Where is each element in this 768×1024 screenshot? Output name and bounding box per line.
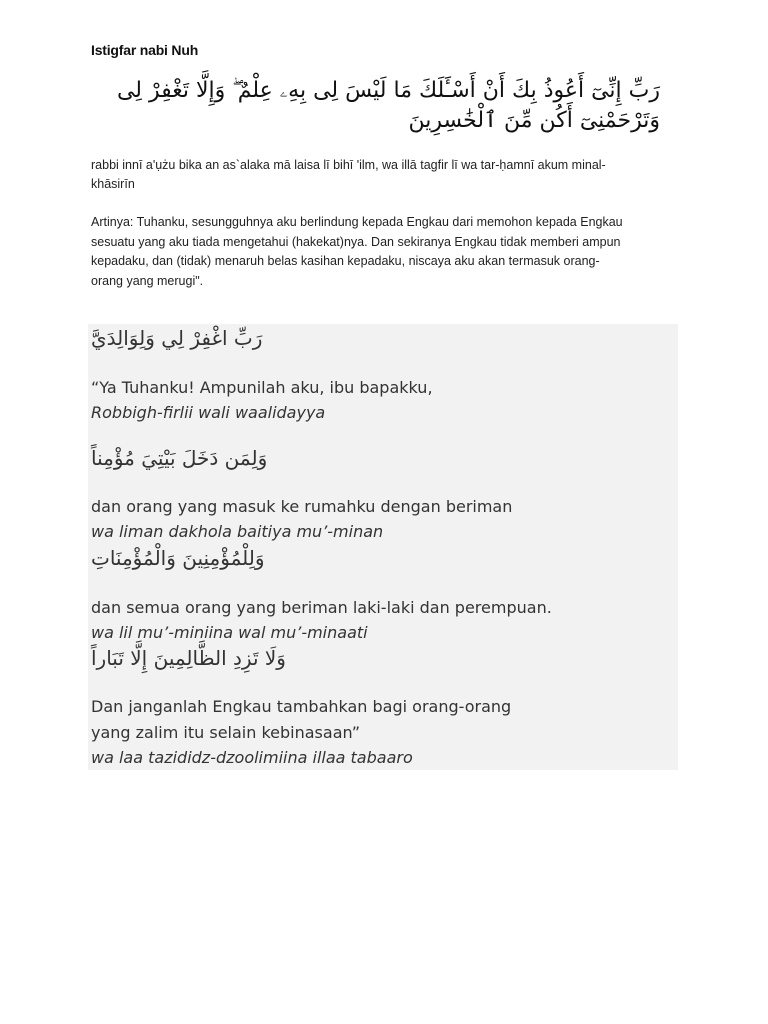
transliteration <box>91 156 671 194</box>
transliteration-line-1: rabbi innī a'ụżu bika an as`alaka mā laisa lī bihī 'ilm, wa illā tagfir lī wa tar-ḥamnī akum minal- <box>91 158 606 172</box>
prayer-arabic-3: وَلِلْمُؤْمِنِينَ وَالْمُؤْمِنَاتِ <box>91 546 265 570</box>
prayer-arabic-1: رَبِّ اغْفِرْ لِي وَلِوَالِدَيَّ <box>91 326 263 350</box>
transliteration-line-2: khāsirīn <box>91 177 135 191</box>
prayer-indonesian-4-line-1: Dan janganlah Engkau tambahkan bagi orang-orang <box>91 697 512 716</box>
prayer-indonesian-3: dan semua orang yang beriman laki-laki dan perempuan. <box>91 598 552 617</box>
doc-title: Istigfar nabi Nuh <box>91 42 199 58</box>
prayer-indonesian-4-line-2: yang zalim itu selain kebinasaan” <box>91 723 361 742</box>
prayer-latin-2: wa liman dakhola baitiya mu’-minan <box>91 522 384 541</box>
meaning-paragraph <box>91 213 676 291</box>
prayer-indonesian-1: “Ya Tuhanku! Ampunilah aku, ibu bapakku, <box>91 378 433 397</box>
meaning-line-2: sesuatu yang aku tiada mengetahui (hakekat)nya. Dan sekiranya Engkau tidak memberi ampun <box>91 234 621 249</box>
prayer-latin-3: wa lil mu’-miniina wal mu’-minaati <box>91 623 368 642</box>
prayer-latin-1: Robbigh-firlii wali waalidayya <box>91 403 326 422</box>
arabic-verse <box>88 76 660 136</box>
arabic-verse-line-1: رَبِّ إِنِّىٓ أَعُوذُ بِكَ أَنْ أَسْـَٔلَكَ مَا لَيْسَ لِى بِهِۦ عِلْمٌ ۖ وَإِلَّا تَغْفِرْ لِى <box>116 78 660 103</box>
meaning-line-1: Artinya: Tuhanku, sesungguhnya aku berlindung kepada Engkau dari memohon kepada Engkau <box>91 215 623 229</box>
prayer-latin-4: wa laa tazididz-dzoolimiina illaa tabaaro <box>91 748 413 767</box>
meaning-line-4: orang yang merugi". <box>91 273 204 288</box>
prayer-arabic-2: وَلِمَن دَخَلَ بَيْتِيَ مُؤْمِناً <box>91 446 268 470</box>
prayer-arabic-4: وَلَا تَزِدِ الظَّالِمِينَ إِلَّا تَبَاراً <box>91 646 286 670</box>
meaning-line-3: kepadaku, dan (tidak) menaruh belas kasihan kepadaku, niscaya aku akan termasuk orang- <box>91 254 600 268</box>
arabic-verse-line-2: وَتَرْحَمْنِىٓ أَكُن مِّنَ ٱلْخَٰسِرِينَ <box>408 108 660 133</box>
prayer-indonesian-2: dan orang yang masuk ke rumahku dengan beriman <box>91 497 513 516</box>
